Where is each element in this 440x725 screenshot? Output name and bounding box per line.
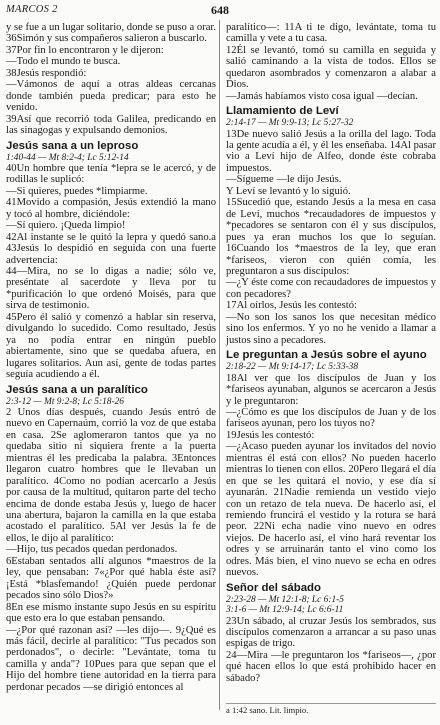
book-chapter-header: MARCOS 2 [6, 4, 58, 15]
verse-paragraph: 39Así que recorrió toda Galilea, predicando en las sinagogas y expulsando demonios. [6, 113, 216, 137]
parallel-reference: 1:40-44 — Mt 8:2-4; Lc 5:12-14 [6, 152, 129, 163]
parallel-reference: 2:3-12 — Mt 9:2-8; Lc 5:18-26 [6, 396, 124, 407]
section-heading: Jesús sana a un leproso [6, 139, 139, 152]
verse-paragraph: paralítico—: 11A ti te digo, levántate, toma tu camilla y vete a tu casa. [226, 22, 436, 45]
verse-paragraph: —¿Cómo es que los discípulos de Juan y de los fariseos ayunan, pero los tuyos no? [226, 406, 436, 430]
section-heading: Señor del sábado [226, 581, 321, 594]
verse-paragraph: 6Estaban sentados allí algunos *maestros de la ley, que pensaban: 7«¿Por qué habla éste así? ¡Está *blasfemando! ¿Quién puede perdonar pecados sino sólo Dios?» [6, 555, 216, 602]
page-number: 648 [211, 3, 229, 17]
verse-paragraph: Y Leví se levantó y lo siguió. [226, 185, 351, 197]
parallel-reference: 2:18-22 — Mt 9:14-17; Lc 5:33-38 [226, 362, 359, 373]
verse-paragraph: 41Movido a compasión, Jesús extendió la mano y tocó al hombre, diciéndole: [6, 197, 216, 220]
footnote: a 1:42 sano. Lit. limpio. [226, 703, 436, 715]
verse-paragraph: 19Jesús les contestó: [226, 429, 315, 441]
verse-paragraph: 44—Mira, no se lo digas a nadie; sólo ve, preséntate al sacerdote y lleva por tu *purificación lo que ordenó Moisés, para que sirva de testimonio. [6, 266, 216, 312]
verse-paragraph: —Todo el mundo te busca. [6, 56, 121, 68]
right-column [226, 22, 436, 684]
parallel-reference: 2:23-28 — Mt 12:1-8; Lc 6:1-5 [226, 594, 344, 605]
verse-paragraph: —¿Por qué razonan así? —les dijo—. 9¿Qué es más fácil, decirle al paralítico: "Tus pecados son perdonados", o decirle: "Levántate, toma tu camilla y anda"? 10Pues para que sepan que el Hijo del hombre tiene autoridad en la tierra para perdonar pecados —se dirigió entonces al [6, 624, 216, 693]
verse-paragraph: —¿Acaso pueden ayunar los invitados del novio mientras él está con ellos? No pueden hacerlo mientras lo tienen con ellos. 20Pero llegará el día en que se les quitará el novio, y ese día sí ayunarán. 21Nadie remienda un vestido viejo con un retazo de tela nueva. De hacerlo así, el remiendo fruncirá el vestido y la rotura se hará peor. 22Ni echa nadie vino nuevo en odres viejos. De hacerlo así, el vino hará reventar los odres y se arruinarán tanto el vino como los odres. Más bien, el vino nuevo se echa en odres nuevos. [226, 441, 436, 579]
section-heading: Le preguntan a Jesús sobre el ayuno [226, 349, 427, 362]
verse-paragraph: 24—Mira —le preguntaron los *fariseos—, ¿por qué hacen ellos lo que está prohibido hacer en sábado? [226, 649, 436, 684]
verse-paragraph: 12Él se levantó, tomó su camilla en seguida y salió caminando a la vista de todos. Ellos se quedaron asombrados y comenzaron a alabar a Dios. [226, 44, 436, 91]
verse-paragraph: —Sígueme —le dijo Jesús. [226, 174, 342, 186]
verse-paragraph: 23Un sábado, al cruzar Jesús los sembrados, sus discípulos comenzaron a arrancar a su paso unas espigas de trigo. [226, 615, 436, 650]
verse-paragraph: 18Al ver que los discípulos de Juan y los *fariseos ayunaban, algunos se acercaron a Jesús y le preguntaron: [226, 372, 436, 407]
verse-paragraph: —No son los sanos los que necesitan médico sino los enfermos. Y yo no he venido a llamar a justos sino a pecadores. [226, 311, 436, 346]
column-divider [219, 20, 220, 710]
verse-paragraph: —¿Y éste come con recaudadores de impuestos y con pecadores? [226, 277, 436, 300]
verse-paragraph: 13De nuevo salió Jesús a la orilla del lago. Toda la gente acudía a él, y él les enseñaba. 14Al pasar vio a Leví hijo de Alfeo, donde éste cobraba impuestos. [226, 128, 436, 174]
verse-paragraph: —Hijo, tus pecados quedan perdonados. [6, 544, 178, 556]
verse-paragraph: 8En ese mismo instante supo Jesús en su espíritu que esto era lo que estaban pensando. [6, 601, 216, 625]
verse-paragraph: —Vámonos de aquí a otras aldeas cercanas donde también pueda predicar; para esto he venido. [6, 79, 216, 114]
verse-paragraph: 40Un hombre que tenía *lepra se le acercó, y de rodillas le suplicó: [6, 162, 216, 186]
verse-paragraph: y se fue a un lugar solitario, donde se puso a orar. 36Simón y sus compañeros salieron a buscarlo. [6, 22, 216, 45]
running-header [0, 4, 440, 20]
verse-paragraph: —Jamás habíamos visto cosa igual —decían. [226, 90, 418, 102]
verse-paragraph: 45Pero él salió y comenzó a hablar sin reserva, divulgando lo sucedido. Como resultado, Jesús ya no podía entrar en ningún pueblo abiertamente, sino que se quedaba afuera, en lugares solitarios. Aun así, gente de todas partes seguía acudiendo a él. [6, 311, 216, 381]
verse-paragraph: 2 Unos días después, cuando Jesús entró de nuevo en Capernaúm, corrió la voz de que estaba en casa. 2Se aglomeraron tantos que ya no quedaba sitio ni siquiera frente a la puerta mientras él les predicaba la palabra. 3Entonces llegaron cuatro hombres que le llevaban un paralítico. 4Como no podían acercarlo a Jesús por causa de la multitud, quitaron parte del techo encima de donde estaba Jesús y, luego de hacer una abertura, bajaron la camilla en la que estaba acostado el paralítico. 5Al ver Jesús la fe de ellos, le dijo al paralítico: [6, 406, 216, 544]
section-heading: Llamamiento de Leví [226, 105, 339, 118]
verse-paragraph: 15Sucedió que, estando Jesús a la mesa en casa de Leví, muchos *recaudadores de impuestos y *pecadores se sentaron con él y sus discípulos, pues ya eran muchos los que lo seguían. 16Cuando los *maestros de la ley, que eran *fariseos, vieron con quién comía, les preguntaron a sus discípulos: [226, 197, 436, 278]
verse-paragraph: —Sí quiero. ¡Queda limpio! [6, 220, 126, 232]
left-column [6, 22, 216, 693]
verse-paragraph: —Si quieres, puedes *limpiarme. [6, 185, 148, 197]
section-heading: Jesús sana a un paralítico [6, 383, 148, 396]
parallel-reference: 3:1-6 — Mt 12:9-14; Lc 6:6-11 [226, 605, 344, 616]
verse-paragraph: 38Jesús respondió: [6, 67, 87, 79]
verse-paragraph: 42Al instante se le quitó la lepra y quedó sano.a 43Jesús lo despidió en seguida con una fuerte advertencia: [6, 231, 216, 266]
parallel-reference: 2:14-17 — Mt 9:9-13; Lc 5:27-32 [226, 118, 354, 129]
verse-paragraph: 17Al oírlos, Jesús les contestó: [226, 300, 357, 312]
verse-paragraph: 37Por fin lo encontraron y le dijeron: [6, 44, 164, 56]
